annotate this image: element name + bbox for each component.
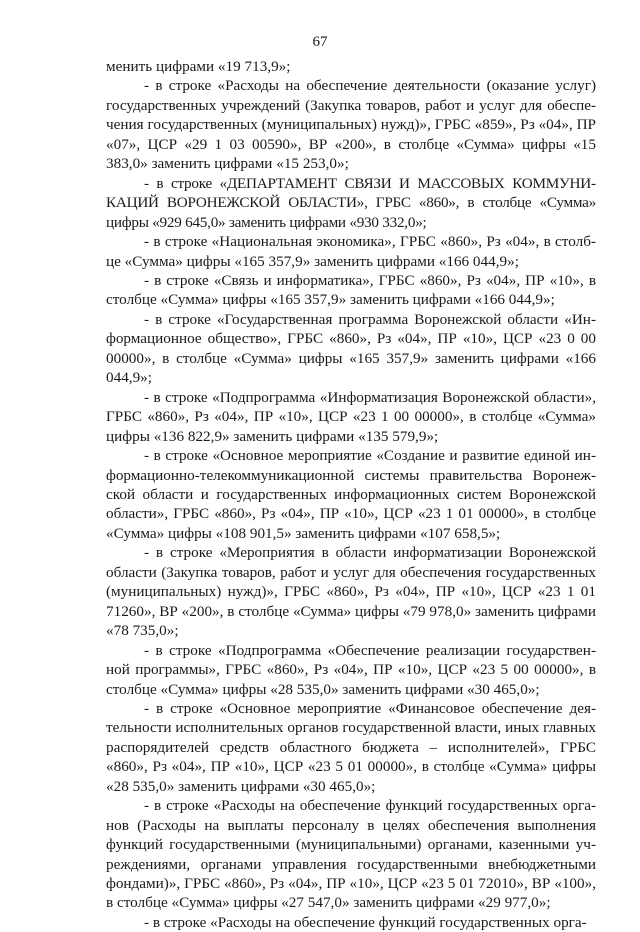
paragraph-item: - в строке «Национальная экономика», ГРБС «860», Рз «04», в столбце «Сумма» цифры «165 357,9» заменить цифрами «166 044,9»;	[106, 233, 596, 270]
paragraph-continuation: менить цифрами «19 713,9»;	[106, 58, 291, 75]
paragraph-item: - в строке «Расходы на обеспечение функций государственных орга-	[144, 913, 587, 931]
paragraph-item: - в строке «Основное мероприятие «Создание и развитие единой информационно-телекоммуникационной системы правительства Воронежской области и государственных информационных систем Воронежской области», ГРБС «860», Рз «04», ПР «10», ЦСР «23 1 01 00000», в столбце «Сумма» цифры «108 901,5» заменить цифрами «107 658,5»;	[106, 447, 596, 542]
paragraph-item: - в строке «Подпрограмма «Информатизация Воронежской области», ГРБС «860», Рз «04», ПР «10», ЦСР «23 1 00 00000», в столбце «Сумма» цифры «136 822,9» заменить цифрами «135 579,9»;	[106, 388, 596, 445]
paragraph-item: - в строке «Государственная программа Воронежской области «Информационное общество», ГРБС «860», Рз «04», ПР «10», ЦСР «23 0 00 00000», в столбце «Сумма» цифры «165 357,9» заменить цифрами «166 044,9»;	[106, 310, 596, 387]
paragraph-item: - в строке «Подпрограмма «Обеспечение реализации государственной программы», ГРБС «860», Рз «04», ПР «10», ЦСР «23 5 00 00000», в столбце «Сумма» цифры «28 535,0» заменить цифрами «30 465,0»;	[106, 641, 596, 698]
paragraph-item: - в строке «Основное мероприятие «Финансовое обеспечение деятельности исполнительных органов государственной власти, иных главных распорядителей средств областного бюджета – исполнителей», ГРБС «860», Рз «04», ПР «10», ЦСР «23 5 01 00000», в столбце «Сумма» цифры «28 535,0» заменить цифрами «30 465,0»;	[106, 699, 596, 795]
page-number: 67	[312, 34, 328, 50]
paragraph-item: - в строке «Связь и информатика», ГРБС «860», Рз «04», ПР «10», в столбце «Сумма» цифры «165 357,9» заменить цифрами «166 044,9»;	[106, 271, 596, 309]
paragraph-item: - в строке «Расходы на обеспечение функций государственных органов (Расходы на выплаты персоналу в целях обеспечения выполнения функций государственными (муниципальными) органами, казенными учреждениями, органами управления государственными внебюджетными фондами)», ГРБС «860», Рз «04», ПР «10», ЦСР «23 5 01 72010», ВР «100», в столбце «Сумма» цифры «27 547,0» заменить цифрами «29 977,0»;	[106, 797, 596, 912]
paragraph-item: - в строке «ДЕПАРТАМЕНТ СВЯЗИ И МАССОВЫХ КОММУНИКАЦИЙ ВОРОНЕЖСКОЙ ОБЛАСТИ», ГРБС «860», в столбце «Сумма» цифры «929 645,0» заменить цифрами «930 332,0»;	[106, 174, 596, 231]
document-body	[106, 57, 596, 932]
paragraph-item: - в строке «Мероприятия в области информатизации Воронежской области (Закупка товаров, работ и услуг для обеспечения государственных (муниципальных) нужд)», ГРБС «860», Рз «04», ПР «10», ЦСР «23 1 01 71260», ВР «200», в столбце «Сумма» цифры «79 978,0» заменить цифрами «78 735,0»;	[106, 544, 596, 640]
paragraph-item: - в строке «Расходы на обеспечение деятельности (оказание услуг) государственных учреждений (Закупка товаров, работ и услуг для обеспечения государственных (муниципальных) нужд)», ГРБС «859», Рз «04», ПР «07», ЦСР «29 1 03 00590», ВР «200», в столбце «Сумма» цифры «15 383,0» заменить цифрами «15 253,0»;	[106, 77, 596, 173]
